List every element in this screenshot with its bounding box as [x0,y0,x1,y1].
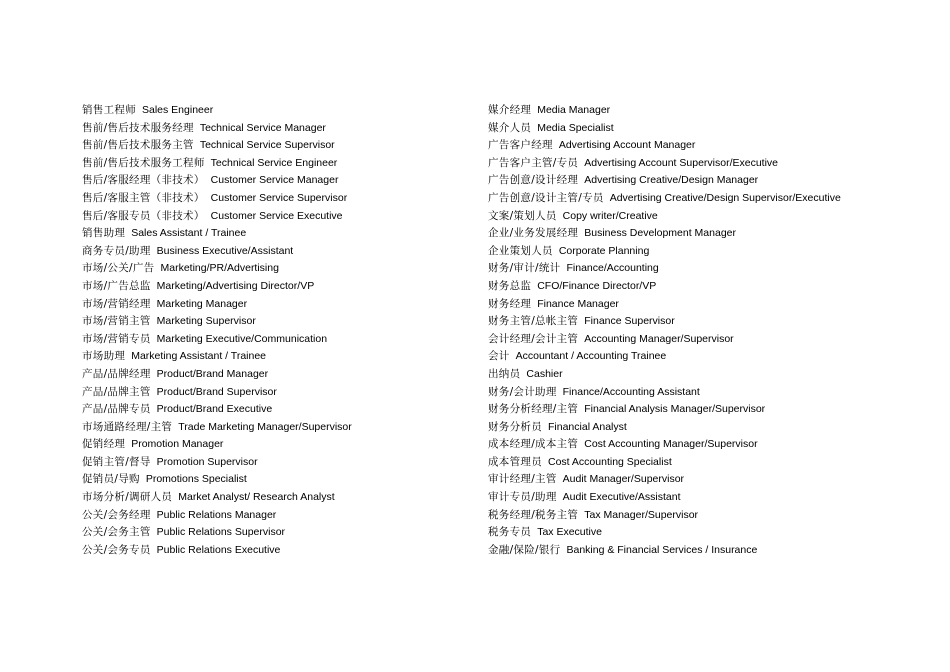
list-item [82,348,472,366]
term-chinese: 财务/审计/统计 [488,262,561,275]
list-item [488,172,928,190]
term-chinese: 广告客户经理 [488,139,553,152]
term-english: Customer Service Manager [210,174,339,187]
term-english: Customer Service Supervisor [210,191,348,204]
term-chinese: 税务经理/税务主管 [488,508,579,521]
term-chinese: 售后/客服专员（非技术） [82,209,205,222]
term-english: CFO/Finance Director/VP [537,279,657,292]
term-chinese: 财务分析员 [488,420,542,433]
list-item [488,313,928,331]
term-chinese: 促销员/导购 [82,473,140,486]
list-item [488,208,928,226]
term-chinese: 市场助理 [82,350,126,363]
term-english: Marketing/Advertising Director/VP [156,279,315,292]
term-chinese: 售后/客服经理（非技术） [82,174,205,187]
term-english: Public Relations Manager [156,508,277,521]
list-item [82,102,472,120]
term-english: Technical Service Engineer [210,156,338,169]
list-item [488,524,928,542]
term-english: Cost Accounting Specialist [548,455,672,468]
term-chinese: 广告创意/设计主管/专员 [488,191,604,204]
term-chinese: 市场/营销经理 [82,297,151,310]
term-chinese: 财务/会计助理 [488,385,557,398]
term-english: Marketing Manager [156,297,248,310]
list-item [82,278,472,296]
term-english: Cost Accounting Manager/Supervisor [584,438,758,451]
term-english: Product/Brand Manager [156,367,269,380]
term-english: Promotions Specialist [145,473,247,486]
list-item [82,489,472,507]
term-chinese: 售前/售后技术服务工程师 [82,156,205,169]
term-english: Media Manager [537,104,611,116]
term-chinese: 产品/品牌主管 [82,385,151,398]
term-chinese: 成本经理/成本主管 [488,438,579,451]
list-item [82,471,472,489]
term-chinese: 市场/广告总监 [82,279,151,292]
term-english: Finance Manager [537,297,619,310]
term-chinese: 财务分析经理/主管 [488,403,579,416]
list-item [82,436,472,454]
term-chinese: 出纳员 [488,367,521,380]
term-english: Accounting Manager/Supervisor [584,332,734,345]
list-item [488,120,928,138]
term-english: Finance/Accounting Assistant [562,385,700,398]
term-english: Sales Assistant / Trainee [131,227,247,240]
term-chinese: 会计 [488,350,510,363]
term-chinese: 企业策划人员 [488,244,553,257]
term-chinese: 广告客户主管/专员 [488,156,579,169]
list-item [82,208,472,226]
term-chinese: 售前/售后技术服务主管 [82,139,194,152]
list-item [488,419,928,437]
term-english: Product/Brand Supervisor [156,385,277,398]
term-chinese: 市场/公关/广告 [82,262,155,275]
term-english: Customer Service Executive [210,209,343,222]
term-english: Marketing Supervisor [156,315,256,328]
list-item [82,137,472,155]
term-english: Sales Engineer [142,104,214,116]
term-chinese: 成本管理员 [488,455,542,468]
list-item [82,331,472,349]
term-chinese: 媒介人员 [488,121,532,134]
list-item [82,172,472,190]
term-english: Tax Executive [537,526,602,539]
list-item [82,313,472,331]
term-english: Financial Analysis Manager/Supervisor [584,403,766,416]
term-english: Advertising Account Manager [558,139,696,152]
list-item [488,366,928,384]
list-item [488,331,928,349]
list-item [488,102,928,120]
list-item [488,296,928,314]
list-item [488,507,928,525]
list-item [82,542,472,560]
term-chinese: 市场/营销主管 [82,315,151,328]
term-english: Accountant / Accounting Trainee [515,350,667,363]
term-chinese: 市场通路经理/主管 [82,420,173,433]
term-chinese: 税务专员 [488,526,532,539]
term-english: Promotion Supervisor [156,455,258,468]
term-english: Trade Marketing Manager/Supervisor [178,420,352,433]
term-chinese: 财务总监 [488,279,532,292]
list-item [488,454,928,472]
list-item [82,366,472,384]
term-english: Finance Supervisor [584,315,675,328]
right-column [488,102,928,559]
list-item [488,243,928,261]
list-item [488,542,928,560]
term-chinese: 销售工程师 [82,104,136,116]
list-item [488,137,928,155]
list-item [488,190,928,208]
list-item [82,243,472,261]
term-english: Public Relations Executive [156,543,281,556]
term-chinese: 产品/品牌经理 [82,367,151,380]
list-item [82,120,472,138]
term-english: Advertising Creative/Design Manager [584,174,759,187]
term-english: Cashier [526,367,563,380]
term-english: Product/Brand Executive [156,403,273,416]
list-item [82,524,472,542]
term-english: Corporate Planning [558,244,650,257]
term-english: Audit Executive/Assistant [562,491,681,504]
list-item [488,260,928,278]
term-chinese: 媒介经理 [488,104,532,116]
term-chinese: 文案/策划人员 [488,209,557,222]
term-english: Market Analyst/ Research Analyst [178,491,335,504]
list-item [82,296,472,314]
term-english: Finance/Accounting [566,262,659,275]
term-english: Advertising Account Supervisor/Executive [584,156,779,169]
term-english: Financial Analyst [548,420,627,433]
term-chinese: 财务主管/总帐主管 [488,315,579,328]
term-english: Marketing Executive/Communication [156,332,328,345]
term-english: Public Relations Supervisor [156,526,286,539]
term-chinese: 广告创意/设计经理 [488,174,579,187]
term-chinese: 售后/客服主管（非技术） [82,191,205,204]
term-english: Media Specialist [537,121,614,134]
term-chinese: 商务专员/助理 [82,244,151,257]
term-chinese: 销售助理 [82,227,126,240]
term-english: Banking & Financial Services / Insurance [566,543,758,556]
term-chinese: 促销经理 [82,438,126,451]
term-chinese: 公关/会务主管 [82,526,151,539]
term-chinese: 售前/售后技术服务经理 [82,121,194,134]
term-chinese: 公关/会务专员 [82,543,151,556]
term-chinese: 公关/会务经理 [82,508,151,521]
list-item [82,507,472,525]
term-chinese: 市场分析/调研人员 [82,491,173,504]
term-chinese: 产品/品牌专员 [82,403,151,416]
term-english: Audit Manager/Supervisor [562,473,685,486]
term-english: Marketing Assistant / Trainee [131,350,267,363]
list-item [82,454,472,472]
term-english: Business Development Manager [584,227,736,240]
term-chinese: 财务经理 [488,297,532,310]
list-item [488,225,928,243]
list-item [488,348,928,366]
list-item [488,278,928,296]
list-item [82,155,472,173]
term-english: Tax Manager/Supervisor [584,508,699,521]
term-english: Business Executive/Assistant [156,244,294,257]
term-chinese: 市场/营销专员 [82,332,151,345]
term-chinese: 企业/业务发展经理 [488,227,579,240]
list-item [488,384,928,402]
term-english: Marketing/PR/Advertising [160,262,279,275]
term-english: Technical Service Supervisor [199,139,335,152]
term-chinese: 审计专员/助理 [488,491,557,504]
term-chinese: 审计经理/主管 [488,473,557,486]
list-item [82,401,472,419]
list-item [82,225,472,243]
list-item [82,190,472,208]
term-chinese: 会计经理/会计主管 [488,332,579,345]
list-item [488,155,928,173]
list-item [488,401,928,419]
left-column [82,102,472,559]
list-item [82,419,472,437]
list-item [82,384,472,402]
term-english: Advertising Creative/Design Supervisor/Executive [609,191,841,204]
list-item [82,260,472,278]
list-item [488,436,928,454]
list-item [488,489,928,507]
term-chinese: 金融/保险/银行 [488,543,561,556]
term-chinese: 促销主管/督导 [82,455,151,468]
term-english: Technical Service Manager [199,121,326,134]
list-item [488,471,928,489]
term-english: Promotion Manager [131,438,224,451]
term-english: Copy writer/Creative [562,209,658,222]
